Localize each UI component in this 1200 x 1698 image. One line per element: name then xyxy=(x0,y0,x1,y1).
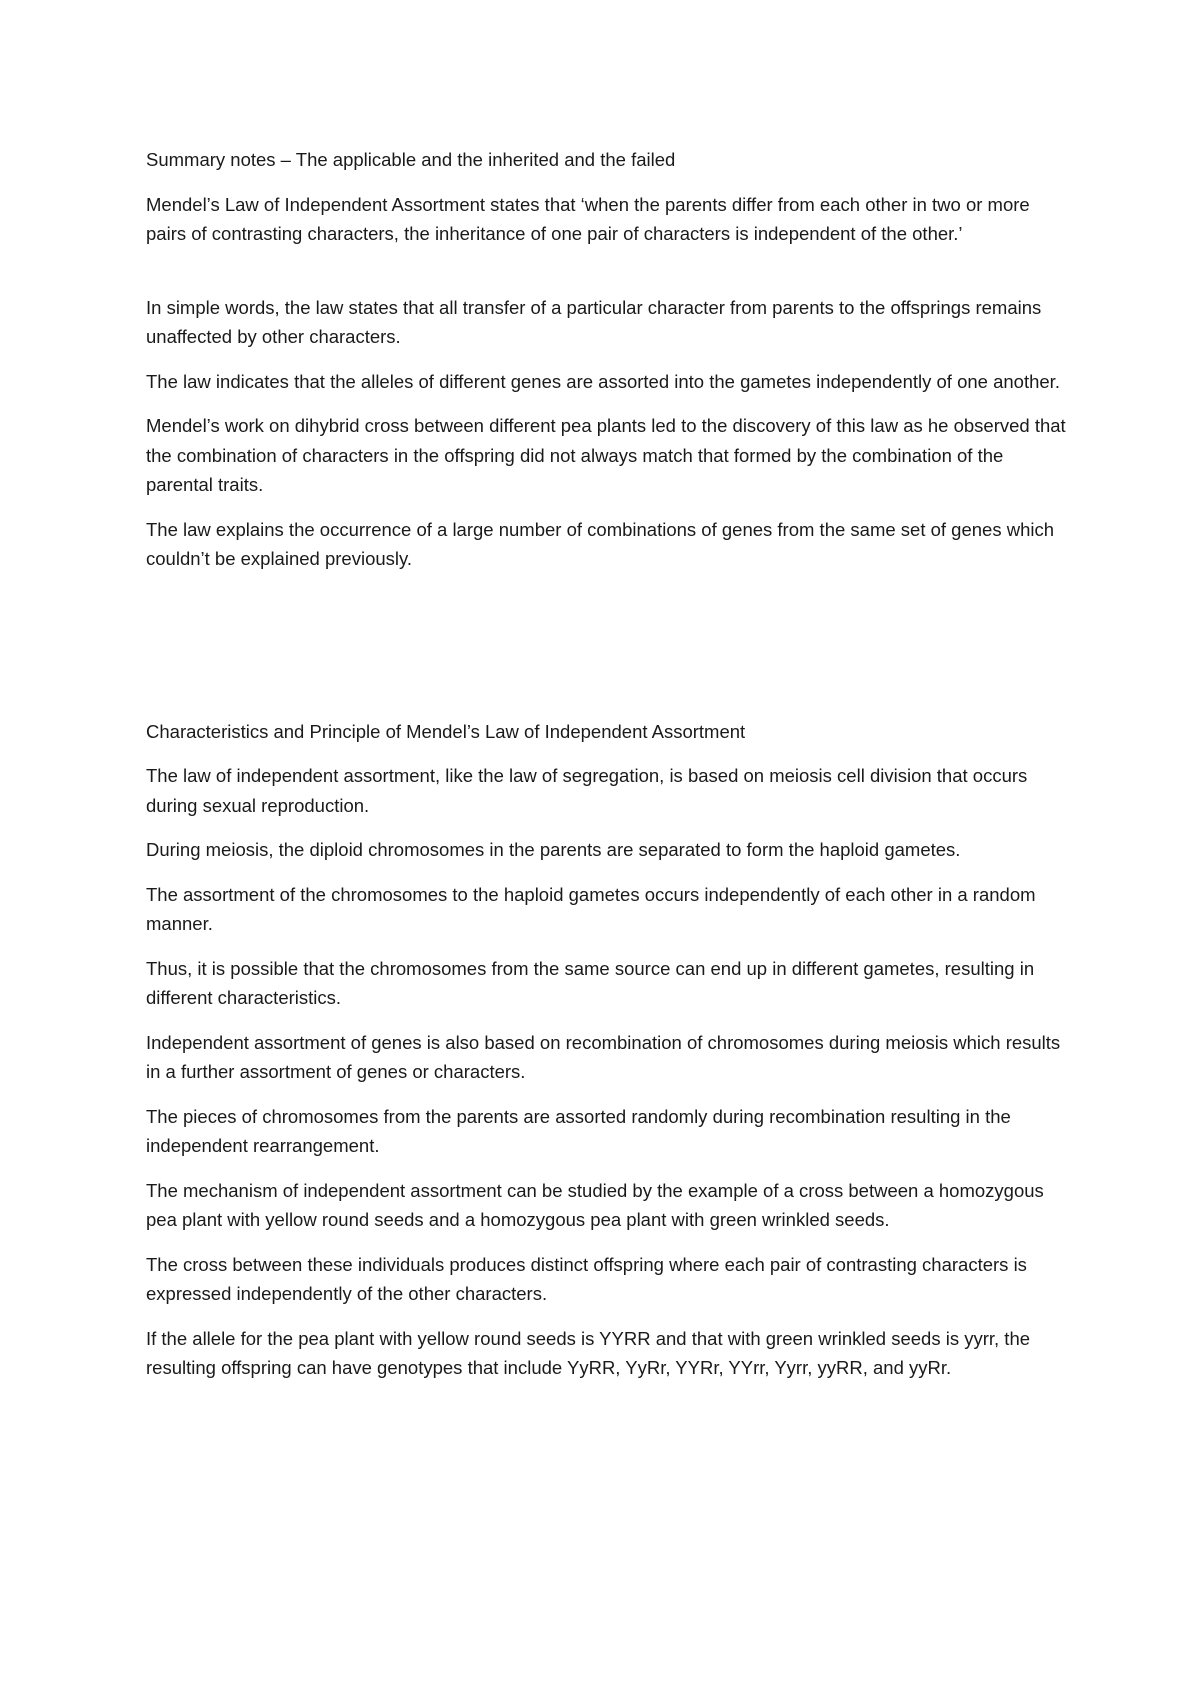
blank-space xyxy=(146,589,1066,717)
paragraph: The cross between these individuals produces distinct offspring where each pair of contrasting characters is expressed independently of the other characters. xyxy=(146,1253,1027,1304)
paragraph: The mechanism of independent assortment can be studied by the example of a cross between a homozygous pea plant with yellow round seeds and a homozygous pea plant with green wrinkled seeds. xyxy=(146,1179,1044,1230)
paragraph: Mendel’s Law of Independent Assortment states that ‘when the parents differ from each other in two or more pairs of contrasting characters, the inheritance of one pair of characters is independent of the other.’ xyxy=(146,193,1030,244)
paragraph: The law explains the occurrence of a large number of combinations of genes from the same set of genes which couldn’t be explained previously. xyxy=(146,518,1055,569)
paragraph: The assortment of the chromosomes to the haploid gametes occurs independently of each other in a random manner. xyxy=(146,883,1036,934)
paragraph: In simple words, the law states that all transfer of a particular character from parents to the offsprings remains unaffected by other characters. xyxy=(146,296,1042,347)
section-heading-summary: Summary notes – The applicable and the inherited and the failed xyxy=(146,149,676,170)
blank-line xyxy=(146,264,1066,293)
paragraph: The law indicates that the alleles of different genes are assorted into the gametes independently of one another. xyxy=(146,370,1060,392)
section-heading-characteristics: Characteristics and Principle of Mendel’s Law of Independent Assortment xyxy=(146,720,746,742)
paragraph: The pieces of chromosomes from the parents are assorted randomly during recombination resulting in the independent rearrangement. xyxy=(146,1105,1011,1156)
paragraph: Thus, it is possible that the chromosomes from the same source can end up in different gametes, resulting in different characteristics. xyxy=(146,957,1035,1008)
document-body xyxy=(146,145,1066,1398)
paragraph: The law of independent assortment, like the law of segregation, is based on meiosis cell division that occurs during sexual reproduction. xyxy=(146,765,1028,816)
paragraph: During meiosis, the diploid chromosomes in the parents are separated to form the haploid gametes. xyxy=(146,839,961,860)
paragraph: Independent assortment of genes is also based on recombination of chromosomes during meiosis which results in a further assortment of genes or characters. xyxy=(146,1031,1061,1082)
paragraph: Mendel’s work on dihybrid cross between different pea plants led to the discovery of this law as he observed that the combination of characters in the offspring did not always match that formed by the combination of the parental traits. xyxy=(146,415,1066,495)
paragraph: If the allele for the pea plant with yellow round seeds is YYRR and that with green wrinkled seeds is yyrr, the resulting offspring can have genotypes that include YyRR, YyRr, YYRr, YYrr, Yyrr, yyRR, and yyRr. xyxy=(146,1327,1031,1378)
